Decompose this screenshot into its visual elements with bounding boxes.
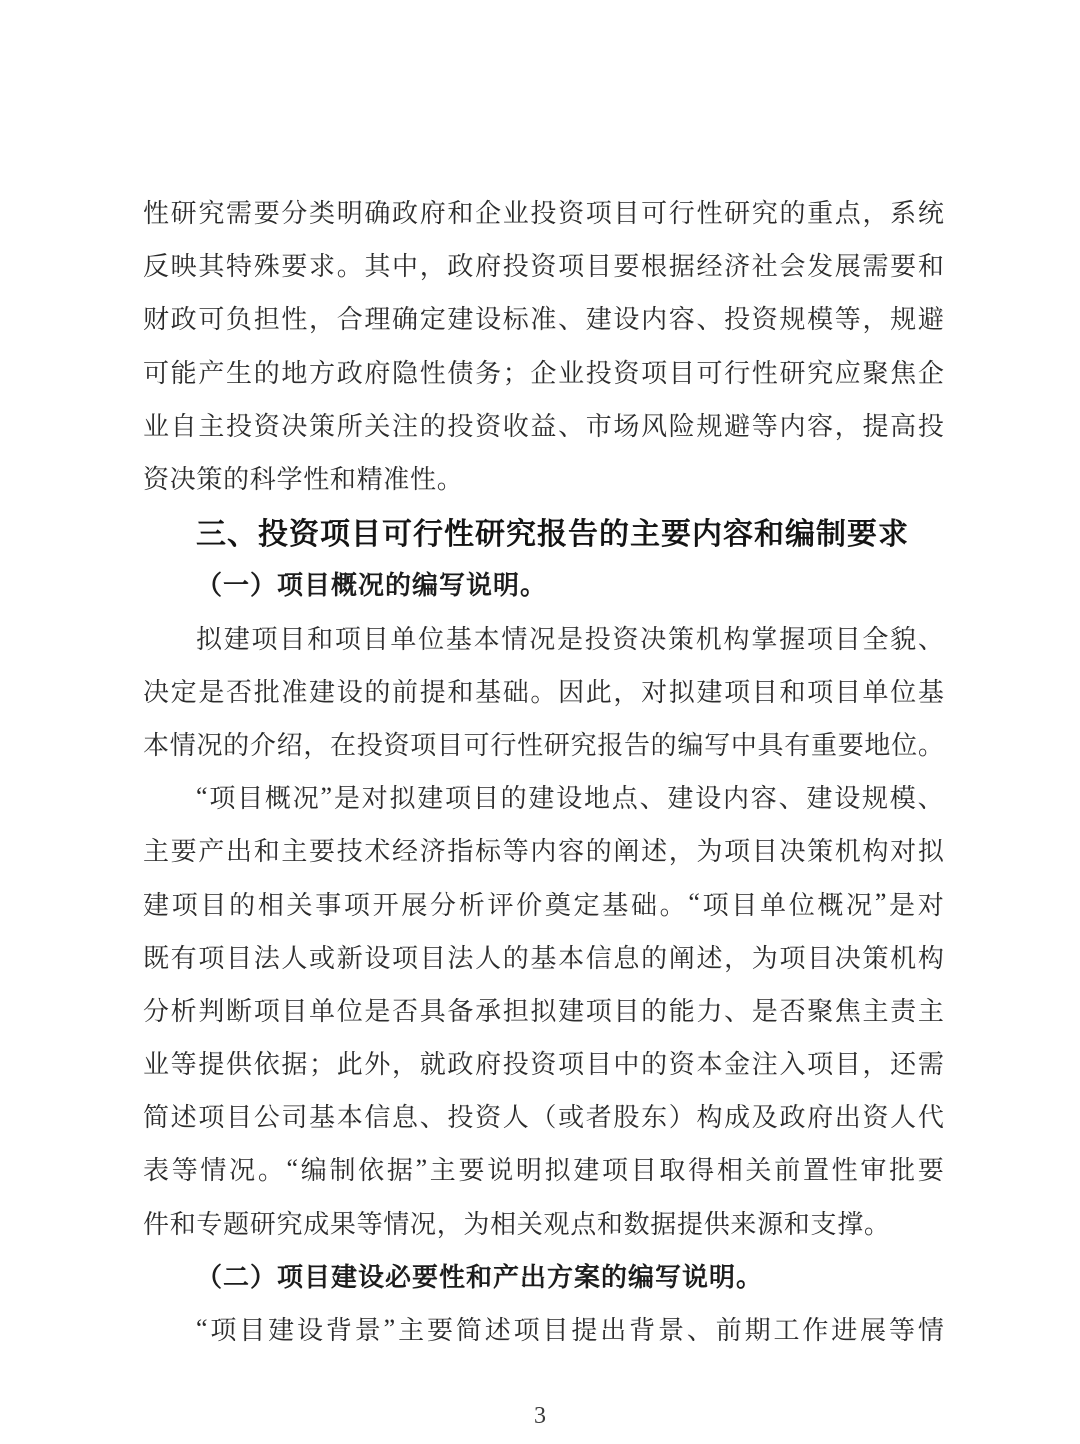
page-number: 3: [534, 1403, 546, 1429]
section-heading: 三、投资项目可行性研究报告的主要内容和编制要求: [196, 517, 909, 551]
subsection-heading: （二）项目建设必要性和产出方案的编写说明。: [196, 1262, 764, 1292]
text-line: 可 能 产 生 的 地 方 政 府 隐 性 债 务 ； 企 业 投 资 项 目 可 行 性 研 究 应 聚 焦 企: [143, 358, 944, 388]
text-line: “ 项 目 建 设 背 景 ” 主 要 简 述 项 目 提 出 背 景 、 前 期 工 作 进 展 等 情: [196, 1313, 944, 1346]
text-line: 分 析 判 断 项 目 单 位 是 否 具 备 承 担 拟 建 项 目 的 能 力 、 是 否 聚 焦 主 责 主: [143, 996, 944, 1026]
text-line: 件和专题研究成果等情况，为相关观点和数据提供来源和支撑。: [143, 1209, 891, 1239]
text-line: 本 情 况 的 介 绍 ， 在 投 资 项 目 可 行 性 研 究 报 告 的 编 写 中 具 有 重 要 地 位 。: [143, 730, 944, 760]
text-line: 拟 建 项 目 和 项 目 单 位 基 本 情 况 是 投 资 决 策 机 构 掌 握 项 目 全 貌 、: [196, 624, 944, 654]
text-line: 主 要 产 出 和 主 要 技 术 经 济 指 标 等 内 容 的 阐 述 ， 为 项 目 决 策 机 构 对 拟: [143, 837, 944, 867]
text-line: 决 定 是 否 批 准 建 设 的 前 提 和 基 础 。 因 此 ， 对 拟 建 项 目 和 项 目 单 位 基: [143, 677, 944, 707]
text-line: 业 自 主 投 资 决 策 所 关 注 的 投 资 收 益 、 市 场 风 险 规 避 等 内 容 ， 提 高 投: [143, 411, 944, 441]
text-line: 性 研 究 需 要 分 类 明 确 政 府 和 企 业 投 资 项 目 可 行 性 研 究 的 重 点 ， 系 统: [143, 199, 944, 229]
document-body: [143, 185, 944, 1355]
text-line: 建 项 目 的 相 关 事 项 开 展 分 析 评 价 奠 定 基 础 。 “ 项 目 单 位 概 况 ” 是 对: [143, 888, 944, 920]
text-line: 反 映 其 特 殊 要 求 。 其 中 ， 政 府 投 资 项 目 要 根 据 经 济 社 会 发 展 需 要 和: [143, 252, 944, 282]
subsection-heading: （一）项目概况的编写说明。: [196, 571, 548, 601]
text-line: 简 述 项 目 公 司 基 本 信 息 、 投 资 人 （ 或 者 股 东 ） 构 成 及 政 府 出 资 人 代: [143, 1103, 944, 1133]
text-line: 表 等 情 况 。 “ 编 制 依 据 ” 主 要 说 明 拟 建 项 目 取 得 相 关 前 置 性 审 批 要: [143, 1153, 944, 1186]
text-line: 业 等 提 供 依 据 ； 此 外 ， 就 政 府 投 资 项 目 中 的 资 本 金 注 入 项 目 ， 还 需: [143, 1050, 944, 1080]
text-line: 资决策的科学性和精准性。: [143, 465, 464, 495]
text-line: 既 有 项 目 法 人 或 新 设 项 目 法 人 的 基 本 信 息 的 阐 述 ， 为 项 目 决 策 机 构: [143, 943, 944, 973]
text-line: “ 项 目 概 况 ” 是 对 拟 建 项 目 的 建 设 地 点 、 建 设 内 容 、 建 设 规 模 、: [196, 781, 944, 814]
text-line: 财 政 可 负 担 性 ， 合 理 确 定 建 设 标 准 、 建 设 内 容 、 投 资 规 模 等 ， 规 避: [143, 305, 944, 335]
